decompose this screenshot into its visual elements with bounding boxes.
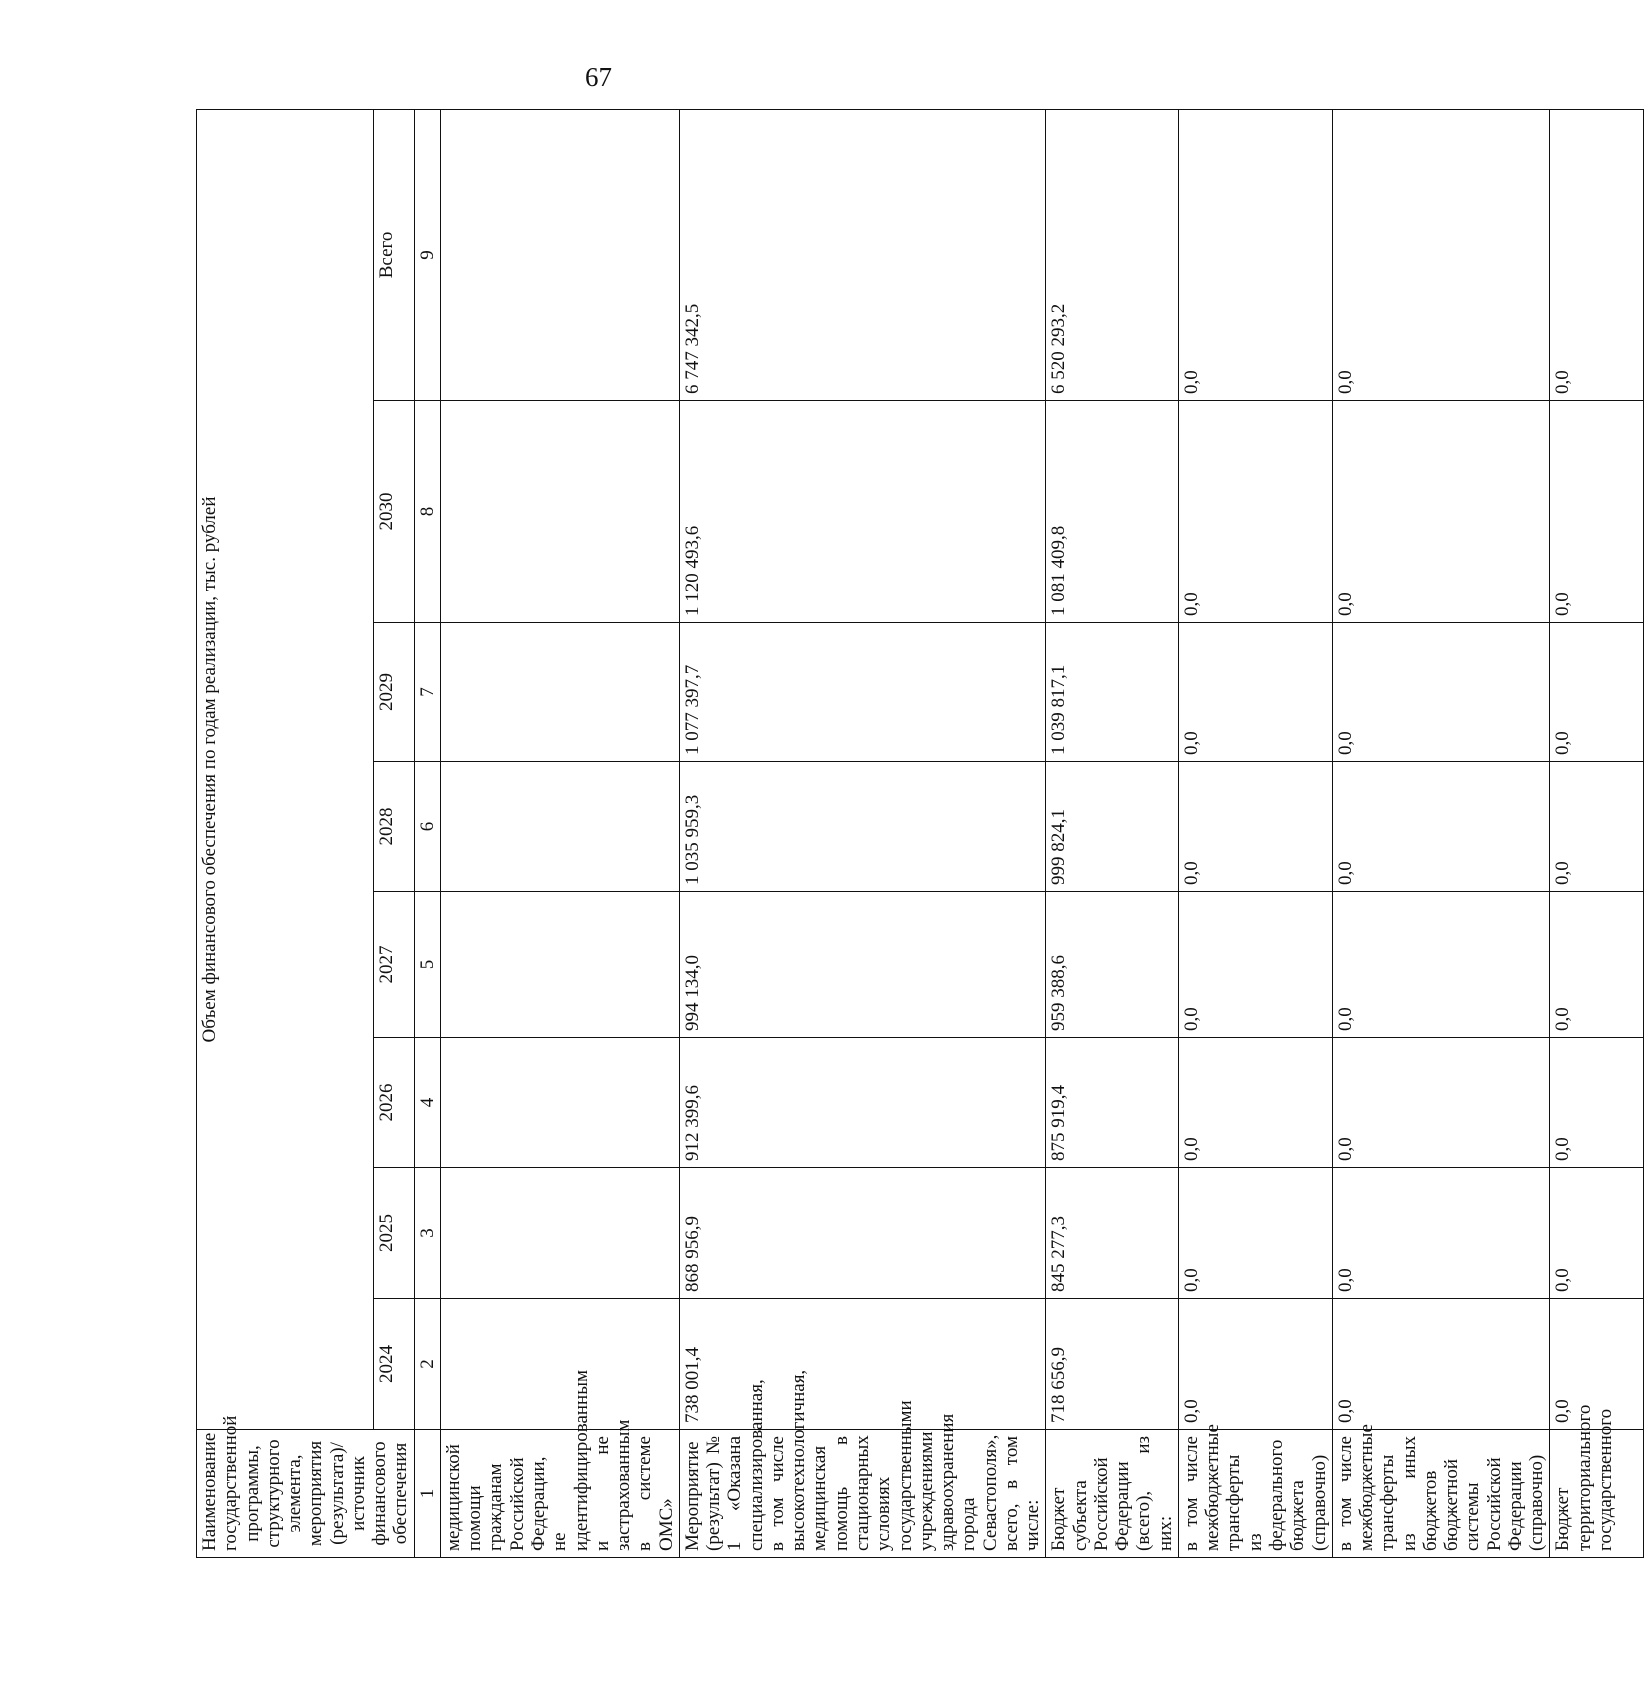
table-row — [440, 109, 679, 1557]
row-value — [440, 1038, 679, 1168]
table-row — [1550, 109, 1644, 1557]
row-label: в том числе межбюджетные трансферты из иных бюджетов бюджетной системы Российской Федерации (справочно) — [1332, 1430, 1550, 1558]
col-number: 8 — [414, 401, 440, 623]
row-label: Бюджет территориального государственного — [1550, 1430, 1644, 1558]
table-row — [1332, 109, 1550, 1557]
page-number: 67 — [585, 62, 612, 92]
row-value: 0,0 — [1178, 892, 1332, 1038]
row-value: 994 134,0 — [679, 892, 1046, 1038]
table-row — [1178, 109, 1332, 1557]
row-value: 0,0 — [1550, 109, 1644, 400]
row-value: 845 277,3 — [1046, 1168, 1179, 1299]
row-value: 1 039 817,1 — [1046, 623, 1179, 762]
rotated-table-container — [196, 110, 1616, 1558]
table-row — [679, 109, 1046, 1557]
column-numbers-row — [414, 109, 440, 1557]
row-value: 0,0 — [1178, 1168, 1332, 1299]
row-value: 0,0 — [1550, 401, 1644, 623]
year-2026: 2026 — [373, 1038, 414, 1168]
row-value: 0,0 — [1178, 623, 1332, 762]
row-value: 0,0 — [1332, 1038, 1550, 1168]
row-value: 0,0 — [1178, 401, 1332, 623]
col-number: 6 — [414, 762, 440, 892]
row-value — [440, 762, 679, 892]
row-value: 959 388,6 — [1046, 892, 1179, 1038]
row-value: 738 001,4 — [679, 1299, 1046, 1430]
row-value: 1 035 959,3 — [679, 762, 1046, 892]
row-value: 1 077 397,7 — [679, 623, 1046, 762]
row-value: 0,0 — [1332, 892, 1550, 1038]
year-total: Всего — [373, 109, 414, 400]
row-value: 0,0 — [1178, 1038, 1332, 1168]
header-volume-cell — [197, 109, 374, 1429]
row-value: 0,0 — [1178, 1299, 1332, 1430]
row-value: 1 120 493,6 — [679, 401, 1046, 623]
row-value: 868 956,9 — [679, 1168, 1046, 1299]
header-volume: Объем финансового обеспечения по годам реализации, тыс. рублей — [199, 496, 220, 1043]
year-2024: 2024 — [373, 1299, 414, 1430]
row-value: 0,0 — [1550, 623, 1644, 762]
row-value: 0,0 — [1332, 1299, 1550, 1430]
row-value: 875 919,4 — [1046, 1038, 1179, 1168]
row-value: 0,0 — [1550, 762, 1644, 892]
row-value — [440, 892, 679, 1038]
row-label: медицинской помощи гражданам Российской Федерации, не идентифицированным и не застрахованным в системе ОМС» — [440, 1430, 679, 1558]
col-number: 9 — [414, 109, 440, 400]
row-value — [440, 401, 679, 623]
years-row — [373, 109, 414, 1557]
row-value — [440, 109, 679, 400]
table-row — [1046, 109, 1179, 1557]
header-name: Наименование государственной программы, структурного элемента, мероприятия (результата)/источник финансового обеспечения — [199, 1415, 412, 1551]
row-value: 0,0 — [1550, 1299, 1644, 1430]
col-number: 2 — [414, 1299, 440, 1430]
row-value: 0,0 — [1332, 623, 1550, 762]
year-2028: 2028 — [373, 762, 414, 892]
row-value: 0,0 — [1332, 762, 1550, 892]
row-value: 0,0 — [1178, 109, 1332, 400]
col-number: 5 — [414, 892, 440, 1038]
row-value — [440, 1168, 679, 1299]
row-value: 1 081 409,8 — [1046, 401, 1179, 623]
row-value: 0,0 — [1550, 1168, 1644, 1299]
row-value: 0,0 — [1332, 109, 1550, 400]
row-label: Мероприятие (результат) № 1 «Оказана специализированная, в том числе высокотехнологичная, медицинская помощь в стационарных условиях государственными учреждениями здравоохранения города Севастополя», всего, в том числе: — [679, 1430, 1046, 1558]
year-2029: 2029 — [373, 623, 414, 762]
year-2030: 2030 — [373, 401, 414, 623]
row-value: 0,0 — [1332, 401, 1550, 623]
col-number: 3 — [414, 1168, 440, 1299]
header-row — [197, 109, 374, 1557]
row-value: 912 399,6 — [679, 1038, 1046, 1168]
year-2027: 2027 — [373, 892, 414, 1038]
row-value: 718 656,9 — [1046, 1299, 1179, 1430]
col-number: 1 — [414, 1430, 440, 1558]
year-2025: 2025 — [373, 1168, 414, 1299]
row-value: 0,0 — [1332, 1168, 1550, 1299]
row-label: в том числе межбюджетные трансферты из федерального бюджета (справочно) — [1178, 1430, 1332, 1558]
row-value: 0,0 — [1178, 762, 1332, 892]
col-number: 7 — [414, 623, 440, 762]
header-name-cell — [197, 1415, 415, 1558]
row-value: 6 520 293,2 — [1046, 109, 1179, 400]
row-value: 0,0 — [1550, 1038, 1644, 1168]
row-value: 999 824,1 — [1046, 762, 1179, 892]
financing-table — [196, 109, 1644, 1558]
row-label: Бюджет субъекта Российской Федерации (всего), из них: — [1046, 1430, 1179, 1558]
row-value: 6 747 342,5 — [679, 109, 1046, 400]
row-value: 0,0 — [1550, 892, 1644, 1038]
row-value — [440, 1299, 679, 1430]
col-number: 4 — [414, 1038, 440, 1168]
row-value — [440, 623, 679, 762]
